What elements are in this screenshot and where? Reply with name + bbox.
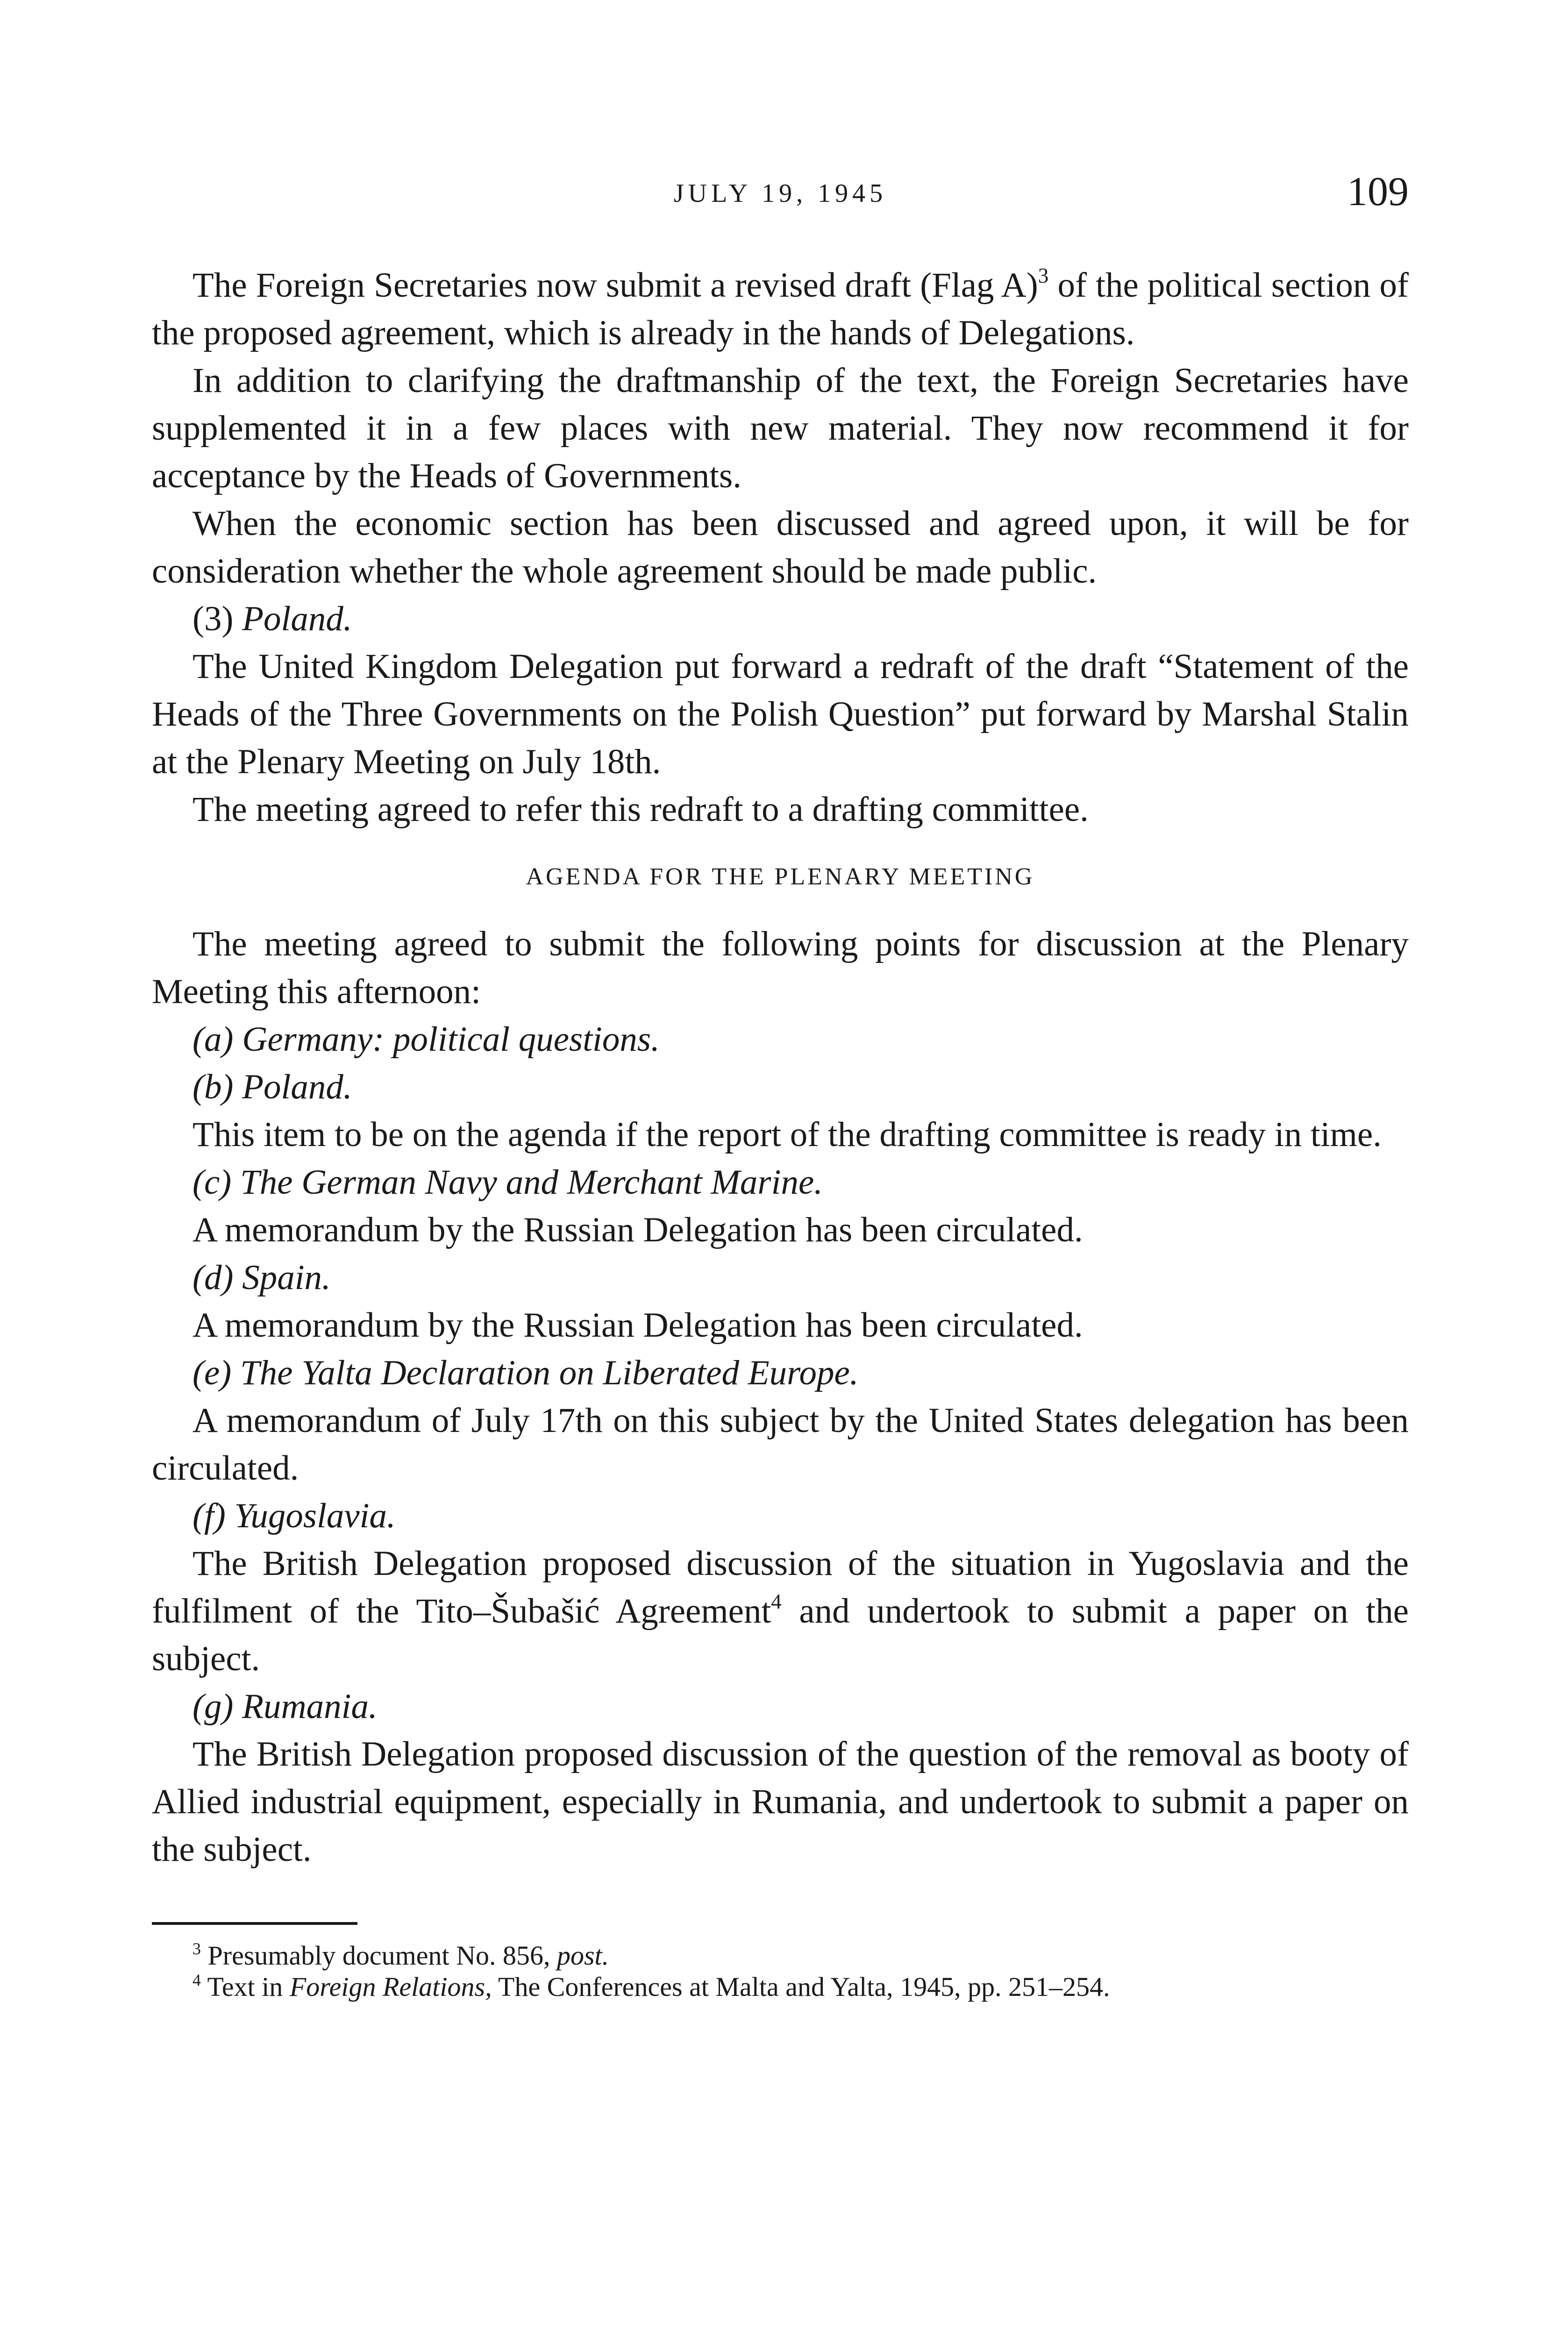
agenda-item-text: The British Delegation proposed discussion of the question of the removal as booty of Allied industrial equipment, especially in Rumania, and undertook to submit a paper on the subject. (152, 1735, 1409, 1869)
footnote-text: Presumably document No. 856, (201, 1940, 557, 1971)
agenda-item-text (152, 1540, 1409, 1683)
footnote-mark: 4 (192, 1971, 201, 1989)
agenda-item-g (152, 1683, 1409, 1731)
agenda-item-text: A memorandum by the Russian Delegation has been circulated. (192, 1211, 1083, 1249)
agenda-item-b (152, 1063, 1409, 1111)
item-label: (c) (192, 1163, 232, 1202)
agenda-intro: The meeting agreed to submit the following points for discussion at the Plenary Meeting this afternoon: (152, 925, 1409, 1011)
running-title: JULY 19, 1945 (673, 179, 887, 208)
agenda-heading: AGENDA FOR THE PLENARY MEETING (526, 863, 1035, 890)
footnote-text: The Conferences at Malta and Yalta, 1945, pp. 251–254. (492, 1972, 1110, 2002)
item-title: The German Navy and Merchant Marine. (240, 1163, 823, 1202)
agenda-item-c (152, 1159, 1409, 1206)
footnote-ref[interactable]: 4 (771, 1590, 782, 1613)
paragraph: When the economic section has been discussed and agreed upon, it will be for consideration whether the whole agreement should be made public. (152, 504, 1409, 591)
item-text: and undertook to submit a paper on the subject. (152, 1592, 1409, 1678)
footnote (152, 1940, 1409, 1971)
agenda-item-d (152, 1254, 1409, 1302)
item-label: (b) (192, 1068, 234, 1106)
item-title: Poland. (242, 1068, 352, 1106)
paragraph: The United Kingdom Delegation put forward a redraft of the draft “Statement of the Heads of the Three Governments on the Polish Question” put forward by Marshal Stalin at the Plenary Meeting on July 18th. (152, 647, 1409, 781)
paragraph-text: of the political section of the proposed agreement, which is already in the hands of Delegations. (152, 266, 1409, 352)
item-title: Yugoslavia. (234, 1496, 396, 1535)
agenda-item-text: A memorandum by the Russian Delegation has been circulated. (192, 1306, 1083, 1345)
paragraph: In addition to clarifying the draftmanship of the text, the Foreign Secretaries have supplemented it in a few places with new material. They now recommend it for acceptance by the Heads of Governments. (152, 361, 1409, 495)
running-head (152, 168, 1409, 220)
section-subhead (152, 595, 1409, 643)
agenda-item-a (152, 1016, 1409, 1063)
item-title: Germany: political questions. (242, 1020, 660, 1059)
item-label: (a) (192, 1020, 234, 1059)
paragraph-text: The Foreign Secretaries now submit a revised draft (Flag A) (192, 266, 1038, 305)
footnote-italic: Foreign Relations, (289, 1972, 492, 2002)
footnote-italic: post. (556, 1940, 609, 1971)
item-title: The Yalta Declaration on Liberated Europe. (240, 1353, 859, 1392)
footnotes (152, 1940, 1409, 2002)
item-label: (g) (192, 1687, 234, 1726)
paragraph: The meeting agreed to refer this redraft to a drafting committee. (192, 790, 1089, 829)
item-title: Spain. (242, 1258, 331, 1297)
agenda-item-text: This item to be on the agenda if the report of the drafting committee is ready in time. (192, 1115, 1382, 1154)
footnote-mark: 3 (192, 1939, 201, 1958)
item-label: (d) (192, 1258, 234, 1297)
item-title: Rumania. (242, 1687, 378, 1726)
footnote-divider (152, 1922, 357, 1925)
agenda-item-f (152, 1492, 1409, 1540)
item-label: (e) (192, 1353, 232, 1392)
footnote-text: Text in (201, 1972, 290, 2002)
section-number: (3) (192, 599, 234, 638)
section-title: Poland. (242, 599, 352, 638)
paragraph (152, 262, 1409, 357)
agenda-item-e (152, 1349, 1409, 1397)
footnote-ref[interactable]: 3 (1038, 264, 1049, 287)
body-text (152, 262, 1409, 1873)
item-label: (f) (192, 1496, 226, 1535)
agenda-item-text: A memorandum of July 17th on this subject by the United States delegation has been circulated. (152, 1401, 1409, 1488)
item-text: The British Delegation proposed discussion of the situation in Yugoslavia and the fulfilment of the Tito–Šubašić Agreement (152, 1544, 1409, 1631)
page-number: 109 (1347, 169, 1409, 214)
document-page (152, 168, 1409, 2002)
footnote (152, 1971, 1409, 2002)
